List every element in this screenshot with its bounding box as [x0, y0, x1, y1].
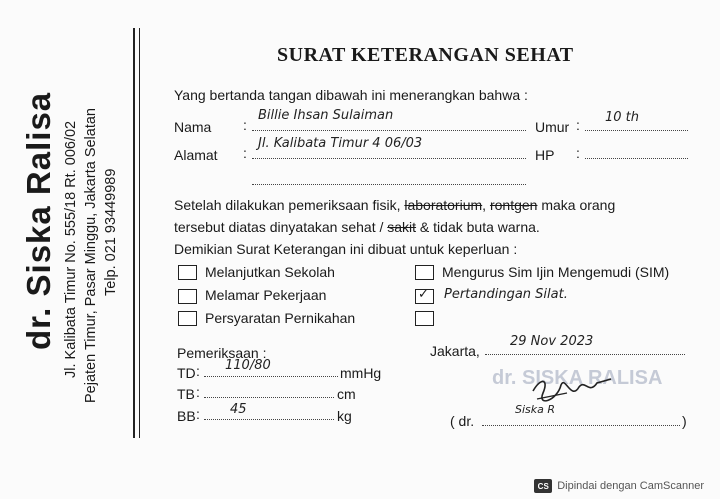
checkbox-sim[interactable]	[415, 265, 434, 280]
tb-line	[204, 397, 334, 398]
address-line	[252, 158, 526, 159]
paragraph-2: tersebut diatas dinyatakan sehat / sakit & tidak buta warna.	[174, 219, 540, 235]
exam-label: Pemeriksaan :	[177, 345, 267, 361]
bb-colon: :	[196, 406, 200, 422]
phone-label: HP	[535, 147, 555, 163]
checkbox-other-checked[interactable]	[415, 289, 434, 304]
camscanner-text: Dipindai dengan CamScanner	[557, 480, 704, 492]
doctor-stamp: dr. SISKA RALISA	[492, 367, 663, 389]
letterhead	[0, 0, 140, 440]
age-label: Umur	[535, 119, 570, 135]
tb-colon: :	[196, 384, 200, 400]
name-colon: :	[243, 117, 247, 133]
purpose-pekerjaan-label: Melamar Pekerjaan	[205, 287, 327, 303]
purpose-other-value[interactable]: Pertandingan Silat.	[444, 287, 568, 302]
bb-label: BB	[177, 408, 196, 424]
phone-number: Telp. 021 93449989	[103, 168, 119, 296]
checkbox-pekerjaan[interactable]	[178, 289, 197, 304]
name-value[interactable]: Billie Ihsan Sulaiman	[258, 108, 394, 123]
divider-line-1	[133, 28, 135, 438]
intro-text: Yang bertanda tangan dibawah ini menerangkan bahwa :	[174, 87, 528, 103]
doctor-name: dr. Siska Ralisa	[20, 91, 57, 350]
checkbox-empty[interactable]	[415, 311, 434, 326]
name-line	[252, 130, 526, 131]
address-line-2: Pejaten Timur, Pasar Minggu, Jakarta Selatan	[83, 108, 99, 403]
checkbox-pernikahan[interactable]	[178, 311, 197, 326]
camscanner-logo-icon: CS	[534, 479, 552, 493]
phone-line	[585, 158, 688, 159]
signature	[527, 371, 617, 407]
bb-unit: kg	[337, 408, 352, 424]
address-colon: :	[243, 145, 247, 161]
phone-colon: :	[576, 145, 580, 161]
address-line-2	[252, 184, 526, 185]
address-label: Alamat	[174, 147, 218, 163]
td-line	[204, 376, 338, 377]
date-value[interactable]: 29 Nov 2023	[510, 334, 594, 349]
form-title: SURAT KETERANGAN SEHAT	[277, 44, 574, 66]
paragraph-1: Setelah dilakukan pemeriksaan fisik, laboratorium, rontgen maka orang	[174, 197, 616, 213]
divider-line-2	[139, 28, 140, 438]
td-colon: :	[196, 363, 200, 379]
age-line	[585, 130, 688, 131]
paragraph-3: Demikian Surat Keterangan ini dibuat untuk keperluan :	[174, 241, 518, 257]
tb-label: TB	[177, 386, 195, 402]
tb-unit: cm	[337, 386, 356, 402]
bb-value[interactable]: 45	[230, 402, 247, 417]
purpose-sim-label: Mengurus Sim Ijin Mengemudi (SIM)	[442, 264, 670, 280]
td-label: TD	[177, 365, 196, 381]
td-value[interactable]: 110/80	[225, 358, 271, 373]
purpose-sekolah-label: Melanjutkan Sekolah	[205, 264, 335, 280]
age-value[interactable]: 10 th	[605, 110, 640, 125]
name-label: Nama	[174, 119, 212, 135]
td-unit: mmHg	[340, 365, 382, 381]
sign-line	[482, 425, 680, 426]
purpose-pernikahan-label: Persyaratan Pernikahan	[205, 310, 356, 326]
sign-name[interactable]: Siska R	[515, 403, 556, 416]
date-line	[485, 354, 685, 355]
address-line-1: Jl. Kalibata Timur No. 555/18 Rt. 006/02	[63, 120, 79, 378]
sign-close: )	[682, 413, 687, 429]
sign-open: ( dr.	[450, 413, 475, 429]
camscanner-watermark	[534, 479, 704, 493]
bb-line	[204, 419, 334, 420]
city-label: Jakarta,	[430, 343, 480, 359]
checkbox-sekolah[interactable]	[178, 265, 197, 280]
age-colon: :	[576, 117, 580, 133]
address-value[interactable]: Jl. Kalibata Timur 4 06/03	[258, 136, 423, 151]
